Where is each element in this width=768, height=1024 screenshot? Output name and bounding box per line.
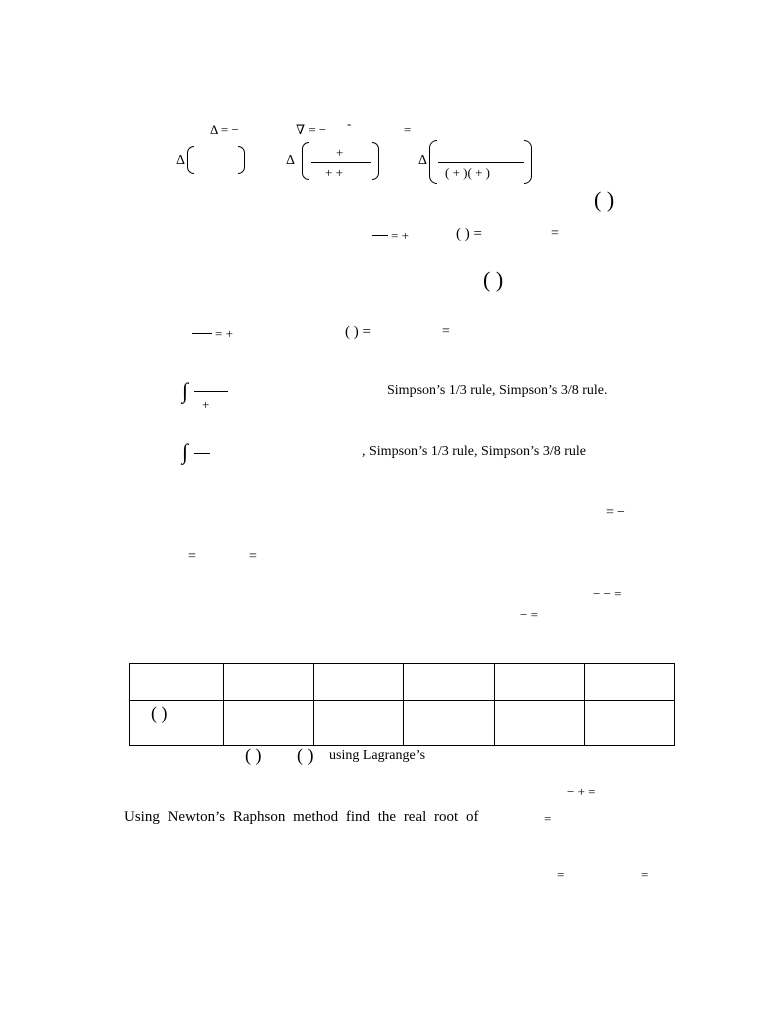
- equation-12: − =: [520, 607, 538, 622]
- table-cell: [494, 664, 584, 701]
- delta-operator-c: Δ: [418, 153, 428, 168]
- fraction-denominator-c: ( + )( + ): [445, 165, 490, 180]
- table-cell: [584, 664, 674, 701]
- equation-6: = +: [215, 326, 233, 341]
- table-cell: [224, 664, 314, 701]
- integral-sign-8: ∫: [182, 439, 189, 464]
- table-cell: [224, 701, 314, 746]
- right-paren-a: [238, 146, 245, 174]
- paren-group-13a: ( ): [245, 745, 262, 765]
- fraction-bar-c: [438, 162, 524, 163]
- fraction-bar-6: [192, 333, 212, 334]
- equation-14: − + =: [567, 784, 596, 799]
- table-cell: ( ): [130, 701, 224, 746]
- delta-operator-b: Δ: [286, 153, 296, 168]
- table-cell: [494, 701, 584, 746]
- superscript-minus: -: [347, 116, 352, 131]
- equals-6: =: [442, 324, 450, 339]
- table-cell: [314, 701, 404, 746]
- nabla-definition: ∇ = −: [296, 122, 327, 137]
- question-text-8: , Simpson’s 1/3 rule, Simpson’s 3/8 rule: [362, 444, 587, 459]
- delta-operator-a: Δ: [176, 153, 186, 168]
- paren-group-3: ( ): [594, 187, 615, 212]
- table-row: [130, 701, 675, 746]
- fraction-denominator-b: + +: [325, 165, 343, 180]
- table-cell: [404, 664, 494, 701]
- function-4: ( ) =: [456, 226, 482, 242]
- equals-10b: =: [249, 549, 257, 564]
- table-cell: [584, 701, 674, 746]
- equals-9: =: [606, 505, 614, 520]
- right-paren-c: [524, 140, 532, 184]
- table-row: [130, 664, 675, 701]
- equals-4: =: [551, 226, 559, 241]
- minus-9: −: [617, 505, 625, 520]
- equals-10a: =: [188, 549, 196, 564]
- left-paren-c: [429, 140, 437, 184]
- equals-16a: =: [557, 867, 565, 882]
- integral-sign-7: ∫: [182, 378, 189, 403]
- fraction-bar-4: [372, 235, 388, 236]
- question-text-15: Using Newton’s Raphson method find the real root of: [124, 809, 479, 825]
- shift-operator-equals: =: [404, 122, 412, 137]
- paren-group-13b: ( ): [297, 745, 314, 765]
- table-cell: [130, 664, 224, 701]
- integrand-denominator-7: +: [202, 397, 210, 412]
- data-table: [129, 663, 675, 746]
- paren-group-5: ( ): [483, 267, 504, 292]
- question-text-13: using Lagrange’s: [329, 748, 426, 763]
- function-6: ( ) =: [345, 324, 371, 340]
- equals-15: =: [544, 811, 552, 826]
- fraction-bar-b: [311, 162, 371, 163]
- fraction-bar-7: [194, 391, 228, 392]
- left-paren-a: [187, 146, 194, 174]
- fraction-bar-8: [194, 453, 210, 454]
- left-paren-b: [302, 142, 309, 180]
- table-cell: [404, 701, 494, 746]
- fraction-numerator-b: +: [336, 145, 344, 160]
- table-cell: [314, 664, 404, 701]
- equation-4: = +: [391, 228, 409, 243]
- right-paren-b: [372, 142, 379, 180]
- question-text-7: Simpson’s 1/3 rule, Simpson’s 3/8 rule.: [387, 383, 608, 398]
- equation-11: − − =: [593, 586, 622, 601]
- delta-definition: Δ = −: [210, 122, 239, 137]
- equals-16b: =: [641, 867, 649, 882]
